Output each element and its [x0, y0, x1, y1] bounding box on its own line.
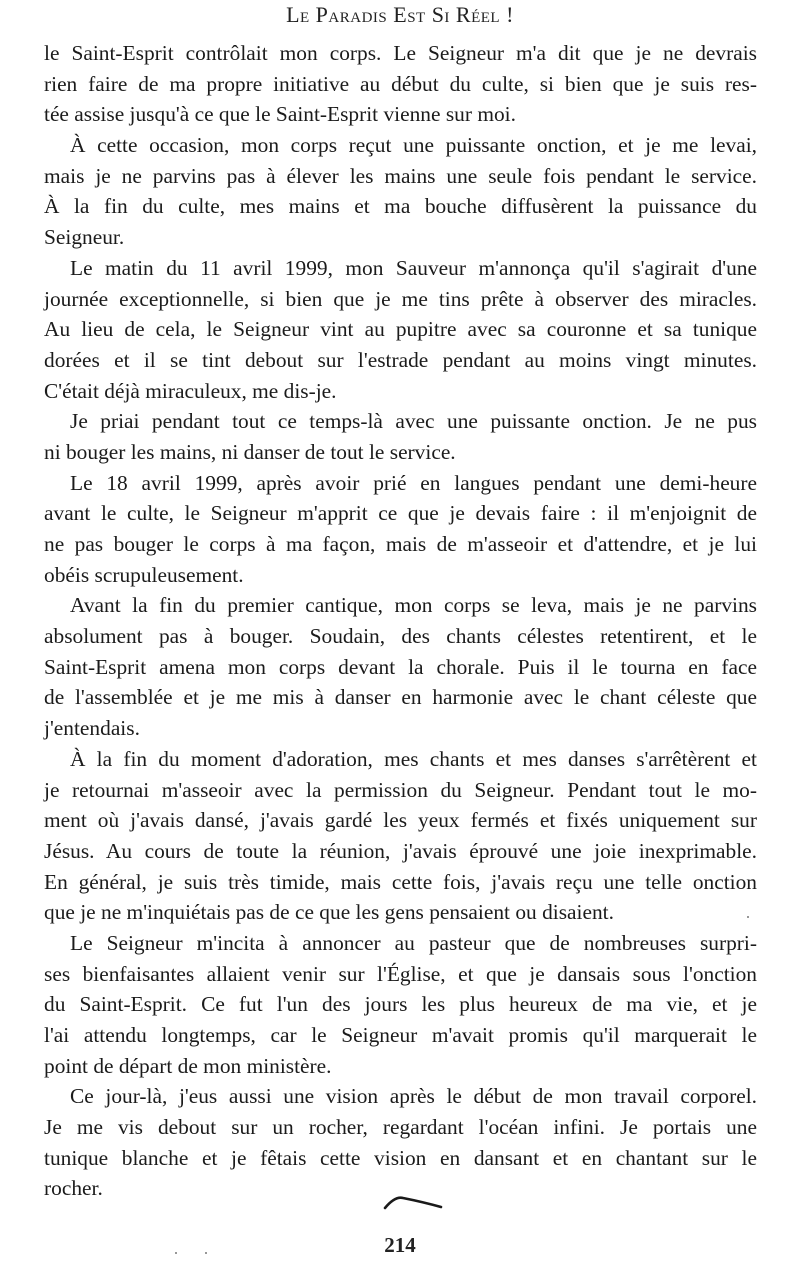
- text-line: que je ne m'inquiétais pas de ce que les gens pensaient ou disaient.: [44, 900, 614, 925]
- text-line: Le Seigneur m'incita à annoncer au pasteur que de nombreuses surpri-: [70, 930, 757, 955]
- text-line: journée exceptionnelle, si bien que je me tins prête à observer des miracles.: [44, 286, 757, 311]
- text-line: le Saint-Esprit contrôlait mon corps. Le Seigneur m'a dit que je ne devrais: [44, 41, 757, 65]
- text-line: l'ai attendu longtemps, car le Seigneur m'avait promis qu'il marquerait le: [44, 1023, 757, 1047]
- text-line: Avant la fin du premier cantique, mon corps se leva, mais je ne parvins: [70, 593, 757, 618]
- running-head: Le Paradis Est Si Réel !: [286, 2, 514, 27]
- text-line: tunique blanche et je fêtais cette vision en dansant et en chantant sur le: [44, 1145, 757, 1170]
- text-line: À cette occasion, mon corps reçut une puissante onction, et je me levai,: [70, 133, 757, 158]
- text-line: avant le culte, le Seigneur m'apprit ce que je devais faire : il m'enjoignit de: [44, 501, 757, 526]
- text-line: rocher.: [44, 1176, 103, 1201]
- text-line: absolument pas à bouger. Soudain, des chants célestes retentirent, et le: [44, 624, 757, 649]
- ornament-flourish-icon: [383, 1194, 443, 1212]
- text-line: obéis scrupuleusement.: [44, 562, 244, 587]
- text-line: Au lieu de cela, le Seigneur vint au pupitre avec sa couronne et sa tunique: [44, 317, 757, 342]
- body-text: [44, 38, 757, 1204]
- text-line: Le 18 avril 1999, après avoir prié en langues pendant une demi-heure: [70, 470, 757, 495]
- text-line: Le matin du 11 avril 1999, mon Sauveur m'annonça qu'il s'agirait d'une: [70, 255, 757, 280]
- text-line: Seigneur.: [44, 225, 125, 250]
- text-line: ni bouger les mains, ni danser de tout le service.: [44, 439, 456, 464]
- text-line: ne pas bouger le corps à ma façon, mais de m'asseoir et d'attendre, et je lui: [44, 532, 757, 556]
- text-line: C'était déjà miraculeux, me dis-je.: [44, 378, 337, 403]
- text-line: ment où j'avais dansé, j'avais gardé les yeux fermés et fixés uniquement sur: [44, 808, 757, 833]
- scan-speck: [205, 1252, 207, 1254]
- text-line: Ce jour-là, j'eus aussi une vision après le début de mon travail corporel.: [70, 1084, 757, 1109]
- text-line: j'entendais.: [44, 716, 140, 741]
- scan-speck: [747, 916, 749, 918]
- text-line: tée assise jusqu'à ce que le Saint-Esprit vienne sur moi.: [44, 102, 516, 127]
- text-line: Je me vis debout sur un rocher, regardant l'océan infini. Je portais une: [44, 1115, 757, 1140]
- text-line: Je priai pendant tout ce temps-là avec une puissante onction. Je ne pus: [70, 409, 757, 434]
- text-line: dorées et il se tint debout sur l'estrade pendant au moins vingt minutes.: [44, 347, 757, 372]
- page-number: 214: [384, 1233, 416, 1257]
- text-line: À la fin du culte, mes mains et ma bouche diffusèrent la puissance du: [44, 194, 757, 219]
- text-line: point de départ de mon ministère.: [44, 1053, 332, 1078]
- text-line: ses bienfaisantes allaient venir sur l'Église, et que je dansais sous l'onction: [44, 961, 757, 986]
- scan-speck: [175, 1252, 177, 1254]
- text-line: En général, je suis très timide, mais cette fois, j'avais reçu une telle onction: [44, 869, 757, 894]
- text-line: je retournai m'asseoir avec la permission du Seigneur. Pendant tout le mo-: [44, 777, 757, 802]
- text-line: mais je ne parvins pas à élever les mains une seule fois pendant le service.: [44, 163, 757, 188]
- text-line: Jésus. Au cours de toute la réunion, j'avais éprouvé une joie inexprimable.: [44, 838, 757, 863]
- text-line: de l'assemblée et je me mis à danser en harmonie avec le chant céleste que: [44, 685, 757, 710]
- text-line: À la fin du moment d'adoration, mes chants et mes danses s'arrêtèrent et: [70, 746, 757, 771]
- text-line: du Saint-Esprit. Ce fut l'un des jours les plus heureux de ma vie, et je: [44, 992, 757, 1017]
- text-line: rien faire de ma propre initiative au début du culte, si bien que je suis res-: [44, 71, 757, 96]
- text-line: Saint-Esprit amena mon corps devant la chorale. Puis il le tourna en face: [44, 654, 757, 679]
